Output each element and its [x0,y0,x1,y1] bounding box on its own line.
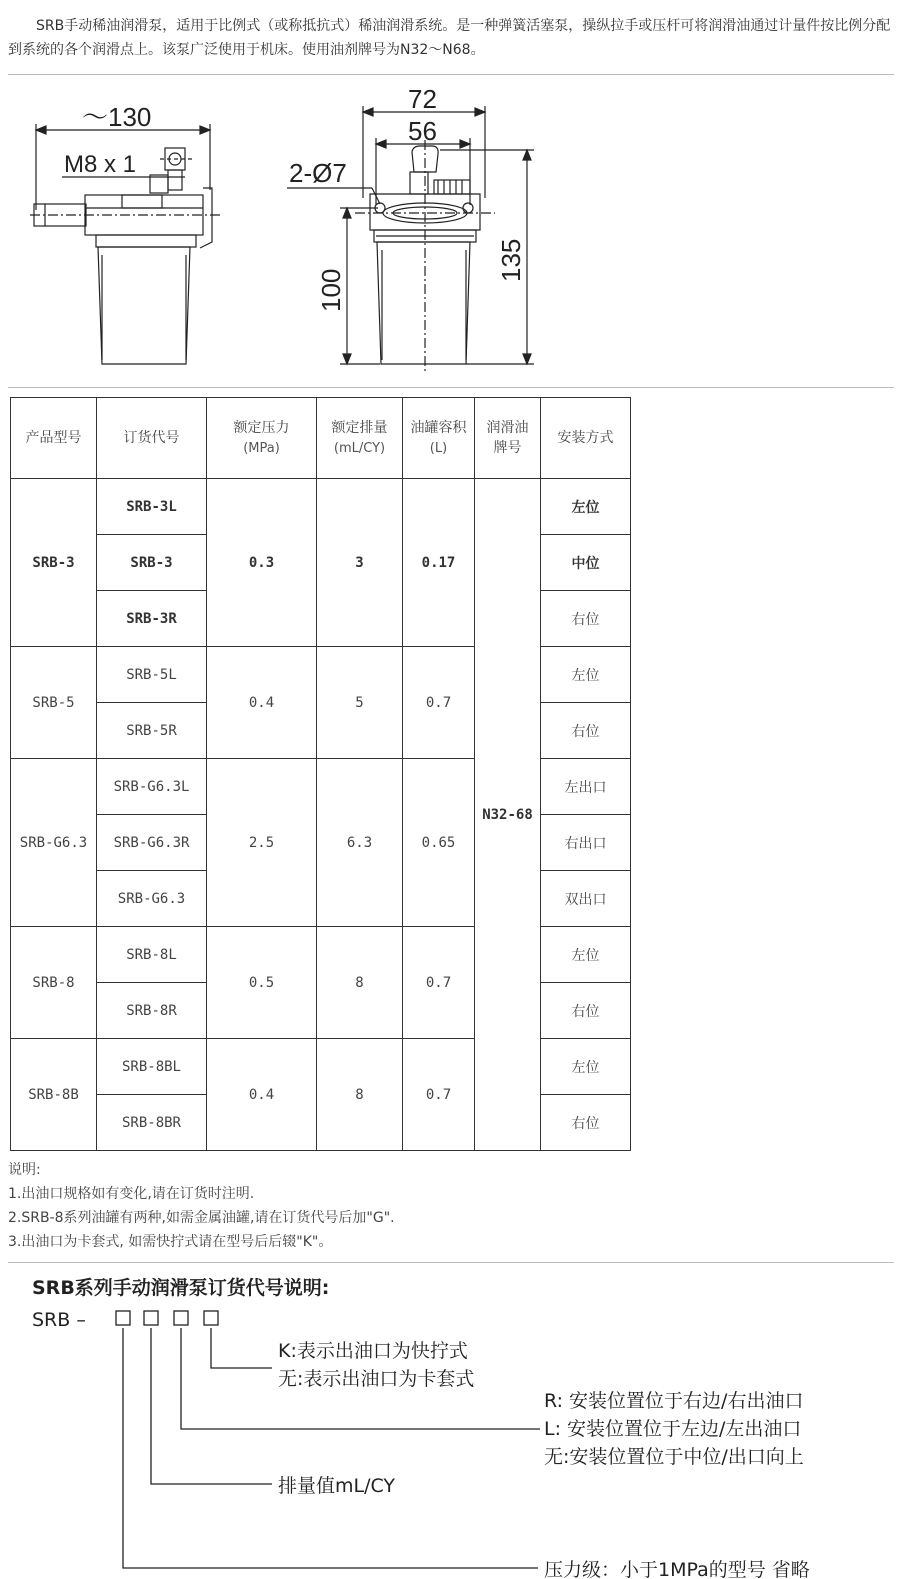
header-pressure: 额定压力 (MPa) [207,398,317,479]
spec-table-body [11,479,631,1151]
cell-order-code: SRB-8BL [97,1039,207,1095]
cell-order-code: SRB-8L [97,927,207,983]
cell-model: SRB-3 [11,479,97,647]
cell-order-code: SRB-3R [97,591,207,647]
table-header-row [11,398,631,479]
dim-height-135: 135 [496,238,526,282]
cell-model: SRB-5 [11,647,97,759]
cell-mount: 中位 [541,535,631,591]
header-model: 产品型号 [11,398,97,479]
cell-order-code: SRB-8BR [97,1095,207,1151]
cell-mount: 左出口 [541,759,631,815]
code-prefix: SRB – [32,1309,86,1331]
cell-order-code: SRB-8R [97,983,207,1039]
pump-dimension-drawing [0,80,912,385]
cell-order-code: SRB-3 [97,535,207,591]
dim-width-130: ～130 [82,102,152,132]
cell-volume: 0.7 [403,647,475,759]
cell-oil-grade: N32-68 [475,479,541,1151]
intro-text [8,14,898,62]
cell-displacement: 3 [317,479,403,647]
code-box-pressure [116,1311,130,1325]
note-item: 3.出油口为卡套式, 如需快拧式请在型号后后辍"K"。 [8,1234,333,1250]
divider-notes [8,1262,894,1263]
header-tank-volume: 油罐容积 (L) [403,398,475,479]
code-pos-line1: R: 安装位置位于右边/右出油口 [544,1390,804,1412]
cell-volume: 0.7 [403,1039,475,1151]
cell-pressure: 0.5 [207,927,317,1039]
intro-paragraph: SRB手动稀油润滑泵，适用于比例式（或称抵抗式）稀油润滑系统。是一种弹簧活塞泵，操纵拉手或压杆可将润滑油通过计量件按比例分配到系统的各个润滑点上。该泵广泛使用于机床。使用油剂牌号为N32～N68。 [8,18,891,58]
cell-order-code: SRB-G6.3L [97,759,207,815]
cell-mount: 右位 [541,703,631,759]
cell-mount: 左位 [541,479,631,535]
cell-mount: 左位 [541,927,631,983]
cell-mount: 双出口 [541,871,631,927]
cell-model: SRB-8 [11,927,97,1039]
note-item: 2.SRB-8系列油罐有两种,如需金属油罐,请在订货代号后加"G". [8,1210,395,1226]
order-code-title: SRB系列手动润滑泵订货代号说明: [32,1277,330,1299]
cell-mount: 左位 [541,647,631,703]
code-pos-line3: 无:安装位置位于中位/出口向上 [544,1446,804,1468]
cell-displacement: 8 [317,1039,403,1151]
cell-pressure: 0.4 [207,1039,317,1151]
dim-width-56: 56 [408,116,437,146]
header-oil-grade: 润滑油 牌号 [475,398,541,479]
note-item: 1.出油口规格如有变化,请在订货时注明. [8,1186,255,1202]
cell-model: SRB-G6.3 [11,759,97,927]
code-pos-line2: L: 安装位置位于左边/左出油口 [544,1418,802,1440]
cell-volume: 0.7 [403,927,475,1039]
dim-height-100: 100 [316,268,346,312]
code-box-position [174,1311,188,1325]
cell-volume: 0.65 [403,759,475,927]
code-box-outlet [204,1311,218,1325]
cell-mount: 右出口 [541,815,631,871]
dim-width-72: 72 [408,84,437,114]
cell-order-code: SRB-G6.3R [97,815,207,871]
cell-mount: 右位 [541,983,631,1039]
header-mount: 安装方式 [541,398,631,479]
cell-mount: 左位 [541,1039,631,1095]
cell-order-code: SRB-G6.3 [97,871,207,927]
cell-order-code: SRB-5L [97,647,207,703]
divider-top [8,74,894,75]
code-k-line1: K:表示出油口为快拧式 [278,1340,468,1362]
cell-mount: 右位 [541,1095,631,1151]
dim-holes: 2-Ø7 [289,158,347,188]
cell-displacement: 5 [317,647,403,759]
table-row [11,479,631,535]
cell-model: SRB-8B [11,1039,97,1151]
notes-title: 说明: [8,1162,41,1178]
cell-volume: 0.17 [403,479,475,647]
cell-displacement: 6.3 [317,759,403,927]
cell-mount: 右位 [541,591,631,647]
header-order-code: 订货代号 [97,398,207,479]
code-displacement: 排量值mL/CY [278,1475,396,1497]
notes [8,1158,395,1254]
cell-displacement: 8 [317,927,403,1039]
code-k-line2: 无:表示出油口为卡套式 [278,1368,475,1390]
code-box-displacement [144,1311,158,1325]
divider-drawing [8,387,894,388]
order-code-diagram [0,1300,912,1579]
cell-pressure: 0.3 [207,479,317,647]
cell-order-code: SRB-3L [97,479,207,535]
code-pressure: 压力级：小于1MPa的型号 省略 [544,1559,810,1579]
cell-pressure: 0.4 [207,647,317,759]
cell-order-code: SRB-5R [97,703,207,759]
header-displacement: 额定排量 (mL/CY) [317,398,403,479]
cell-pressure: 2.5 [207,759,317,927]
spec-table [10,397,631,1151]
dim-thread: M8 x 1 [64,151,137,178]
